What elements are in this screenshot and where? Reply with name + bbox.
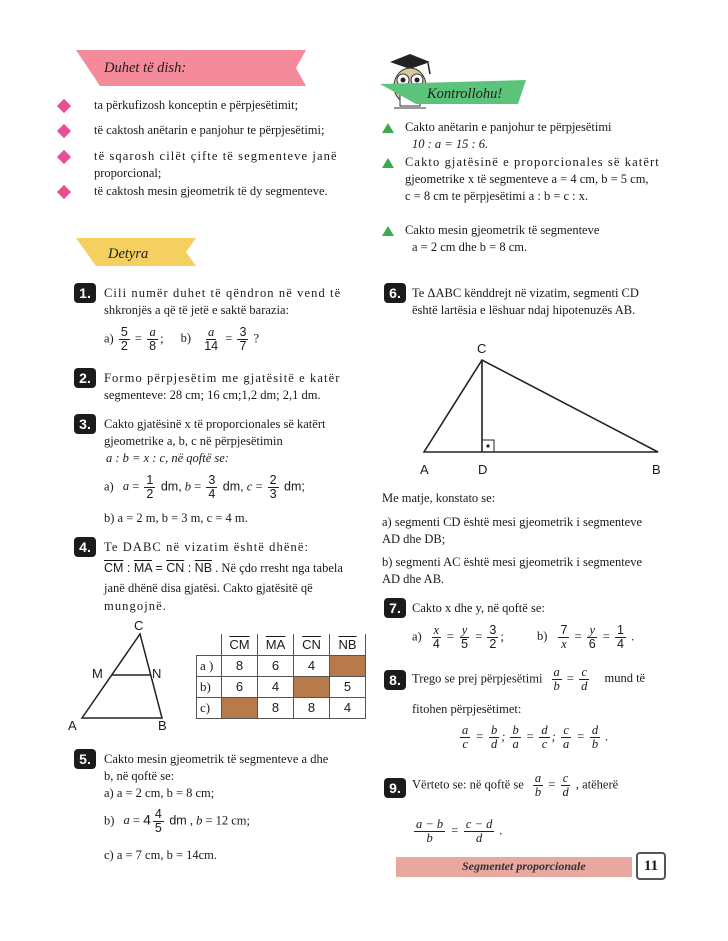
goal-item: proporcional;: [94, 166, 162, 180]
exercise-number: 9.: [384, 778, 406, 798]
table-row: [197, 697, 366, 718]
exercise-number: 5.: [74, 749, 96, 769]
ex6-text: a) segmenti CD është mesi gjeometrik i segmenteve: [382, 515, 642, 529]
ex8-line: Trego se prej përpjesëtimi $\frac{a}{b}$ = $\frac{c}{d}$ mund të: [412, 665, 646, 693]
point-label: D: [478, 462, 488, 477]
ex2-text: Formo përpjesëtim me gjatësitë e katër: [104, 371, 341, 385]
ex5-text: c) a = 7 cm, b = 14cm.: [104, 848, 218, 862]
row-label: b): [197, 676, 222, 697]
ex9-result: $\frac{a - b}{b}$ = $\frac{c - d}{d}$ .: [416, 817, 503, 845]
bullet-icon: [57, 99, 71, 113]
ex8-text: fitohen përpjesëtimet:: [412, 702, 522, 716]
table-header: $\overline{CN}$: [302, 636, 321, 652]
table-header-row: [197, 634, 366, 655]
triangle-bullet-icon: [382, 226, 394, 236]
kontroll-banner-title: Kontrollohu!: [427, 86, 503, 102]
ex9-text: , atëherë: [575, 777, 619, 792]
page-number: 11: [636, 852, 666, 880]
table-cell: 4: [258, 676, 294, 697]
bullet-icon: [57, 185, 71, 199]
goals-banner-title: Duhet të dish:: [104, 60, 187, 76]
table-cell: 6: [222, 676, 258, 697]
ex4-text: Te DABC në vizatim është dhënë:: [104, 540, 310, 554]
goal-item: ta përkufizosh konceptin e përpjesëtimit;: [94, 98, 299, 112]
goal-item: të caktosh anëtarin e panjohur te përpjesëtimi;: [94, 123, 325, 137]
table-row: [197, 655, 366, 676]
exercise-number: 6.: [384, 283, 406, 303]
table-row: [197, 676, 366, 697]
table-cell: 4: [294, 655, 330, 676]
table-cell: 8: [258, 697, 294, 718]
table-header: $\overline{NB}$: [338, 636, 357, 652]
bullet-icon: [57, 150, 71, 164]
detyra-banner-title: Detyra: [108, 246, 149, 262]
ex9-line: Vërteto se: në qoftë se $\frac{a}{b}$ = $\frac{c}{d}$ , atëherë: [412, 771, 619, 799]
ex5-b-label: b): [104, 813, 115, 828]
ex5-text: b, në qoftë se:: [104, 769, 175, 783]
ex8-text: Trego se prej përpjesëtimi: [412, 671, 543, 686]
table-cell: 8: [222, 655, 258, 676]
ex9-text: Vërteto se: në qoftë se: [412, 777, 524, 792]
triangle-abc-figure: [68, 618, 178, 734]
ex2-text: segmenteve: 28 cm; 16 cm;1,2 dm; 2,1 dm.: [104, 388, 321, 402]
kontroll-text: Cakto anëtarin e panjohur te përpjesëtimi: [405, 120, 612, 134]
ex3-a-equation: a) a = $\frac{1}{2}$ dm, b = $\frac{3}{4}$ dm, c = $\frac{2}{3}$ dm;: [104, 473, 305, 501]
bullet-icon: [57, 124, 71, 138]
point-label: C: [134, 618, 144, 633]
ex6-text: Te ΔABC kënddrejt në vizatim, segmenti CD: [412, 286, 639, 300]
kontroll-text: c = 8 cm te përpjesëtimi a : b = c : x.: [405, 189, 589, 203]
exercise-number: 2.: [74, 368, 96, 388]
point-label: N: [152, 666, 162, 681]
ex6-text: b) segmenti AC është mesi gjeometrik i segmenteve: [382, 555, 643, 569]
goal-item: të caktosh mesin gjeometrik të dy segmenteve.: [94, 184, 328, 198]
table-cell-empty: [222, 697, 258, 718]
table-cell: 5: [330, 676, 366, 697]
ex7-equations: a) $\frac{x}{4}$ = $\frac{y}{5}$ = $\frac{3}{2}$ ; b) $\frac{7}{x}$ = $\frac{y}{6}$ = $\frac{1}{4}$ .: [412, 623, 635, 651]
ex6-text: AD dhe AB.: [382, 572, 445, 586]
ex4-text: . Në çdo rresht nga tabela: [215, 561, 343, 575]
triangle-bullet-icon: [382, 158, 394, 168]
footer-title: Segmentet proporcionale: [462, 859, 586, 873]
ex4-ratio: $\overline{CM}$ : $\overline{MA} = \overline{CN}$ : $\overline{NB}$ . Në çdo rresht nga tabela: [104, 561, 343, 575]
kontroll-text: Cakto mesin gjeometrik të segmenteve: [405, 223, 600, 237]
exercise-number: 8.: [384, 670, 406, 690]
ex4-text: mungojnë.: [104, 599, 168, 613]
triangle-bullet-icon: [382, 123, 394, 133]
table-cell: 8: [294, 697, 330, 718]
point-label: B: [158, 718, 167, 733]
ex4-text: janë dhënë disa gjatësi. Cakto gjatësitë që: [104, 581, 313, 595]
row-label: c): [197, 697, 222, 718]
row-label: a ): [197, 655, 222, 676]
kontroll-text: 10 : a = 15 : 6.: [412, 137, 489, 151]
kontroll-text: a = 2 cm dhe b = 8 cm.: [412, 240, 528, 254]
ex4-table: [196, 634, 366, 719]
ex6-text: është lartësia e lëshuar ndaj hipotenuzës AB.: [412, 303, 636, 317]
right-triangle-figure: [410, 340, 675, 465]
kontroll-text: Cakto gjatësinë e proporcionales së katërt: [405, 155, 660, 169]
point-label: M: [92, 666, 103, 681]
table-header: $\overline{CM}$: [229, 636, 250, 652]
ex3-a-label: a): [104, 479, 114, 494]
ex5-text: a) a = 2 cm, b = 8 cm;: [104, 786, 215, 800]
table-cell: 4: [330, 697, 366, 718]
ex3-text: b) a = 2 m, b = 3 m, c = 4 m.: [104, 511, 248, 525]
table-cell-empty: [330, 655, 366, 676]
ex3-text: Cakto gjatësinë x të proporcionales së katërt: [104, 417, 326, 431]
point-label: C: [477, 341, 487, 356]
table-cell-empty: [294, 676, 330, 697]
exercise-number: 4.: [74, 537, 96, 557]
point-label: A: [420, 462, 429, 477]
kontroll-text: gjeometrike x të segmenteve a = 4 cm, b = 5 cm,: [405, 172, 649, 186]
ex7-text: Cakto x dhe y, në qoftë se:: [412, 601, 545, 615]
exercise-number: 7.: [384, 598, 406, 618]
ex5-text: Cakto mesin gjeometrik të segmenteve a dhe: [104, 752, 329, 766]
ex8-text: mund të: [604, 671, 646, 686]
ex1-a-label: a): [104, 331, 114, 346]
ex1-equations: a) $\frac{5}{2}$ = $\frac{a}{8}$ ; b) $\frac{a}{14}$ = $\frac{3}{7}$ ?: [104, 325, 260, 353]
table-cell: 6: [258, 655, 294, 676]
ex6-text: Me matje, konstato se:: [382, 491, 496, 505]
exercise-number: 1.: [74, 283, 96, 303]
ex1-text: Cili numër duhet të qëndron në vend të: [104, 286, 342, 300]
point-label: B: [652, 462, 661, 477]
ex3-text: a : b = x : c, në qoftë se:: [106, 451, 229, 465]
ex6-text: AD dhe DB;: [382, 532, 446, 546]
ex1-text: shkronjës a që të jetë e saktë barazia:: [104, 303, 289, 317]
point-label: A: [68, 718, 77, 733]
ex5-b-equation: b) a = 4 $\frac{4}{5}$ dm , b = 12 cm;: [104, 807, 250, 835]
ex7-b-label: b): [536, 629, 548, 644]
ex8-proportions: $\frac{a}{c}$ = $\frac{b}{d}$ ; $\frac{b}{a}$ = $\frac{d}{c}$ ; $\frac{c}{a}$ = $\frac{d}{b}$ .: [462, 723, 609, 751]
ex7-a-label: a): [412, 629, 422, 644]
exercise-number: 3.: [74, 414, 96, 434]
ex1-b-label: b): [180, 331, 192, 346]
ex3-text: gjeometrike a, b, c në përpjesëtimin: [104, 434, 283, 448]
table-header: $\overline{MA}$: [265, 636, 286, 652]
goal-item: të sqarosh cilët çifte të segmenteve janë: [94, 149, 338, 163]
